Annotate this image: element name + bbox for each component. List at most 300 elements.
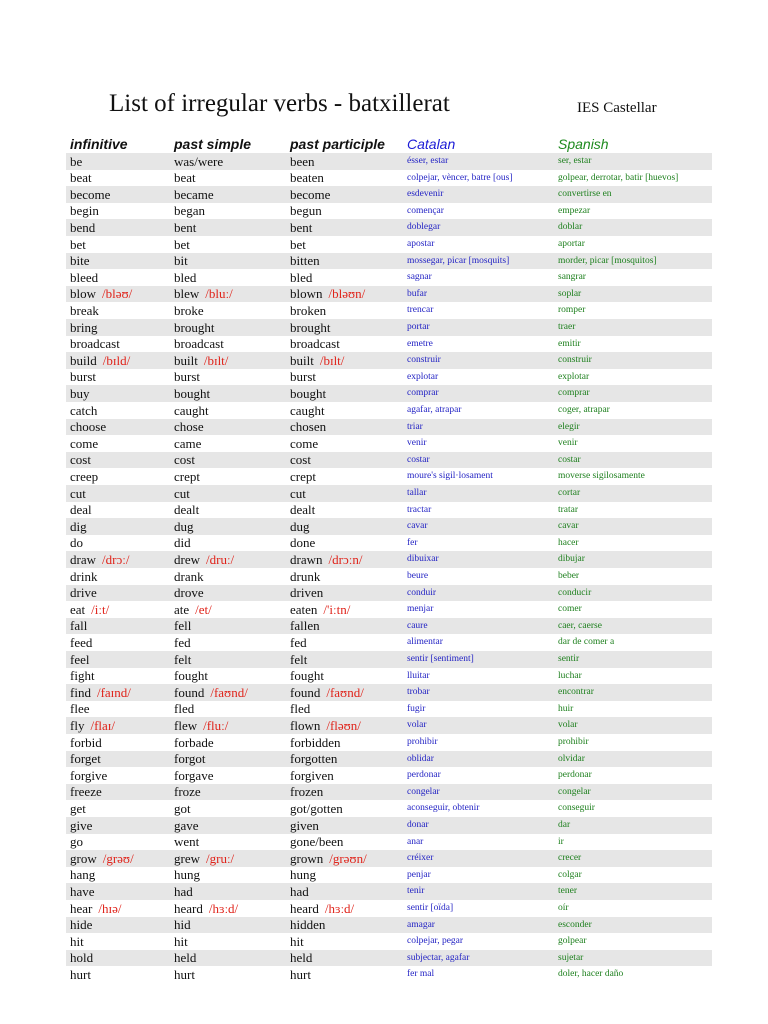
past-simple-cell bbox=[174, 933, 188, 950]
infinitive-cell-text: hurt bbox=[70, 967, 91, 982]
spanish-cell bbox=[558, 850, 581, 867]
infinitive-cell bbox=[70, 800, 86, 817]
past-simple-cell-text: chose bbox=[174, 419, 204, 434]
infinitive-cell-text: come bbox=[70, 436, 99, 451]
spanish-cell bbox=[558, 319, 575, 336]
spanish-cell-text: oír bbox=[558, 903, 569, 913]
past-simple-cell bbox=[174, 535, 191, 551]
spanish-cell-text: dar de comer a bbox=[558, 637, 615, 647]
infinitive-cell bbox=[70, 485, 86, 502]
past-participle-cell bbox=[290, 170, 324, 186]
table-row bbox=[66, 336, 712, 352]
spanish-cell bbox=[558, 435, 578, 452]
spanish-cell-text: dibujar bbox=[558, 554, 585, 564]
past-participle-cell bbox=[290, 900, 354, 917]
past-participle-cell bbox=[290, 966, 311, 983]
catalan-cell bbox=[407, 435, 427, 452]
spanish-cell bbox=[558, 186, 612, 203]
spanish-cell-text: doler, hacer daño bbox=[558, 969, 624, 979]
spanish-cell-text: sujetar bbox=[558, 953, 584, 963]
infinitive-cell-text: flee bbox=[70, 701, 90, 716]
past-simple-cell-text: got bbox=[174, 801, 191, 816]
past-simple-cell bbox=[174, 900, 238, 917]
infinitive-cell bbox=[70, 651, 89, 668]
spanish-cell bbox=[558, 800, 595, 817]
infinitive-cell-text: find bbox=[70, 685, 91, 700]
table-row bbox=[66, 651, 712, 668]
past-simple-cell bbox=[174, 286, 233, 302]
spanish-cell-text: convertirse en bbox=[558, 189, 612, 199]
table-row bbox=[66, 385, 712, 402]
table-row bbox=[66, 468, 712, 485]
table-row bbox=[66, 302, 712, 319]
infinitive-cell bbox=[70, 336, 120, 352]
table-row bbox=[66, 601, 712, 618]
catalan-cell bbox=[407, 319, 430, 336]
catalan-cell-text: anar bbox=[407, 837, 424, 847]
catalan-cell bbox=[407, 734, 438, 751]
catalan-cell bbox=[407, 717, 427, 734]
past-participle-cell bbox=[290, 435, 318, 452]
catalan-cell bbox=[407, 834, 423, 850]
spanish-cell-text: conseguir bbox=[558, 803, 595, 813]
spanish-cell-text: moverse sigilosamente bbox=[558, 471, 645, 481]
infinitive-cell bbox=[70, 319, 97, 336]
past-participle-cell bbox=[290, 784, 323, 800]
past-simple-cell bbox=[174, 634, 191, 651]
infinitive-cell-text: feel bbox=[70, 652, 90, 667]
spanish-cell-text: sentir bbox=[558, 654, 580, 664]
past-participle-cell bbox=[290, 518, 310, 535]
past-participle-cell bbox=[290, 883, 309, 900]
table-row bbox=[66, 734, 712, 751]
past-simple-cell bbox=[174, 668, 208, 684]
catalan-cell-text: tenir bbox=[407, 886, 425, 896]
past-participle-cell-text: held bbox=[290, 950, 313, 965]
table-row bbox=[66, 834, 712, 850]
spanish-cell-text: cortar bbox=[558, 488, 581, 498]
infinitive-cell-text: build bbox=[70, 353, 97, 368]
table-row bbox=[66, 269, 712, 286]
verb-table bbox=[66, 153, 712, 983]
spanish-cell-text: emitir bbox=[558, 339, 581, 349]
past-participle-cell-text: beaten bbox=[290, 170, 324, 185]
past-participle-cell bbox=[290, 634, 307, 651]
infinitive-cell bbox=[70, 352, 130, 369]
past-simple-cell-text: broke bbox=[174, 303, 204, 318]
infinitive-cell-text: hang bbox=[70, 867, 96, 882]
past-participle-cell-text: been bbox=[290, 154, 315, 169]
infinitive-cell bbox=[70, 286, 132, 302]
spanish-cell bbox=[558, 767, 592, 784]
past-participle-cell-text: dug bbox=[290, 519, 310, 534]
spanish-cell-text: luchar bbox=[558, 671, 582, 681]
table-row bbox=[66, 518, 712, 535]
past-participle-cell bbox=[290, 950, 312, 966]
past-participle-cell bbox=[290, 203, 322, 219]
past-simple-cell bbox=[174, 585, 204, 601]
infinitive-cell-text: forbid bbox=[70, 735, 102, 750]
past-participle-cell bbox=[290, 585, 323, 601]
past-simple-cell-text: bent bbox=[174, 220, 197, 235]
infinitive-cell bbox=[70, 734, 102, 751]
past-simple-cell bbox=[174, 419, 204, 435]
catalan-cell-text: créixer bbox=[407, 853, 434, 863]
infinitive-cell bbox=[70, 701, 89, 717]
table-row bbox=[66, 817, 712, 834]
table-row bbox=[66, 634, 712, 651]
past-participle-cell bbox=[290, 452, 311, 468]
past-simple-cell bbox=[174, 352, 228, 369]
table-row bbox=[66, 701, 712, 717]
table-row bbox=[66, 485, 712, 502]
past-simple-cell bbox=[174, 883, 193, 900]
catalan-cell bbox=[407, 800, 479, 817]
past-participle-cell bbox=[290, 684, 364, 701]
spanish-cell bbox=[558, 352, 592, 369]
infinitive-cell-text: do bbox=[70, 535, 83, 550]
past-participle-cell bbox=[290, 319, 330, 336]
infinitive-cell-text: get bbox=[70, 801, 86, 816]
past-simple-cell-text: came bbox=[174, 436, 202, 451]
past-simple-cell-text: forgave bbox=[174, 768, 214, 783]
past-simple-cell-text: drove bbox=[174, 585, 204, 600]
past-participle-cell bbox=[290, 253, 320, 269]
spanish-cell bbox=[558, 684, 594, 701]
catalan-cell bbox=[407, 468, 493, 485]
catalan-cell-text: moure's sigil·losament bbox=[407, 471, 493, 481]
past-simple-cell bbox=[174, 751, 206, 767]
past-simple-cell bbox=[174, 917, 191, 933]
phonetic-transcription: /bɪld/ bbox=[102, 353, 131, 368]
spanish-cell bbox=[558, 203, 590, 219]
infinitive-cell-text: become bbox=[70, 187, 111, 202]
past-simple-cell-text: built bbox=[174, 353, 198, 368]
spanish-cell-text: comprar bbox=[558, 388, 590, 398]
infinitive-cell-text: cut bbox=[70, 486, 86, 501]
past-participle-cell bbox=[290, 535, 315, 551]
past-simple-cell-text: fed bbox=[174, 635, 191, 650]
spanish-cell bbox=[558, 950, 583, 966]
infinitive-cell-text: hold bbox=[70, 950, 94, 965]
infinitive-cell-text: hear bbox=[70, 901, 93, 916]
past-simple-cell-text: cut bbox=[174, 486, 190, 501]
table-row bbox=[66, 867, 712, 883]
spanish-cell-text: olvidar bbox=[558, 754, 585, 764]
catalan-cell-text: comprar bbox=[407, 388, 439, 398]
past-participle-cell-text: bent bbox=[290, 220, 313, 235]
catalan-cell-text: oblidar bbox=[407, 754, 434, 764]
catalan-cell-text: subjectar, agafar bbox=[407, 953, 470, 963]
infinitive-cell bbox=[70, 269, 98, 286]
past-participle-cell bbox=[290, 751, 337, 767]
past-participle-cell-text: forgiven bbox=[290, 768, 334, 783]
past-participle-cell bbox=[290, 767, 334, 784]
phonetic-transcription: /bləʊ/ bbox=[102, 286, 133, 301]
table-row bbox=[66, 784, 712, 800]
table-row bbox=[66, 668, 712, 684]
spanish-cell-text: volar bbox=[558, 720, 578, 730]
past-simple-cell bbox=[174, 834, 199, 850]
catalan-cell bbox=[407, 933, 463, 950]
spanish-cell bbox=[558, 369, 589, 385]
catalan-cell bbox=[407, 253, 509, 269]
catalan-cell-text: conduir bbox=[407, 588, 437, 598]
past-simple-cell-text: found bbox=[174, 685, 205, 700]
past-simple-cell-text: cost bbox=[174, 452, 195, 467]
table-row bbox=[66, 402, 712, 419]
spanish-cell-text: empezar bbox=[558, 206, 591, 216]
table-row bbox=[66, 684, 712, 701]
spanish-cell-text: hacer bbox=[558, 538, 579, 548]
infinitive-cell bbox=[70, 518, 87, 535]
past-participle-cell-text: had bbox=[290, 884, 309, 899]
spanish-cell-text: congelar bbox=[558, 787, 591, 797]
infinitive-cell-text: draw bbox=[70, 552, 96, 567]
past-simple-cell-text: became bbox=[174, 187, 214, 202]
table-row bbox=[66, 286, 712, 302]
past-participle-cell-text: felt bbox=[290, 652, 308, 667]
table-row bbox=[66, 369, 712, 385]
phonetic-transcription: /hɜːd/ bbox=[208, 901, 239, 916]
infinitive-cell-text: have bbox=[70, 884, 95, 899]
infinitive-cell bbox=[70, 784, 102, 800]
past-participle-cell-text: burst bbox=[290, 369, 316, 384]
catalan-cell-text: emetre bbox=[407, 339, 433, 349]
spanish-cell bbox=[558, 701, 573, 717]
catalan-cell-text: colpejar, pegar bbox=[407, 936, 464, 946]
spanish-cell-text: doblar bbox=[558, 222, 583, 232]
past-participle-cell-text: driven bbox=[290, 585, 324, 600]
phonetic-transcription: /bɪlt/ bbox=[319, 353, 345, 368]
infinitive-cell bbox=[70, 684, 131, 701]
infinitive-cell-text: feed bbox=[70, 635, 93, 650]
past-participle-cell-text: come bbox=[290, 436, 319, 451]
catalan-cell bbox=[407, 751, 434, 767]
spanish-cell-text: romper bbox=[558, 305, 586, 315]
spanish-cell bbox=[558, 253, 657, 269]
catalan-cell-text: prohibir bbox=[407, 737, 438, 747]
past-participle-cell bbox=[290, 419, 326, 435]
catalan-cell bbox=[407, 850, 433, 867]
catalan-cell-text: trencar bbox=[407, 305, 434, 315]
infinitive-cell-text: bleed bbox=[70, 270, 99, 285]
infinitive-cell bbox=[70, 551, 129, 568]
catalan-cell-text: aconseguir, obtenir bbox=[407, 803, 480, 813]
past-participle-cell-text: built bbox=[290, 353, 314, 368]
catalan-cell bbox=[407, 485, 427, 502]
infinitive-cell-text: deal bbox=[70, 502, 92, 517]
past-simple-cell-text: bet bbox=[174, 237, 190, 252]
past-simple-cell-text: blew bbox=[174, 286, 200, 301]
spanish-cell-text: colgar bbox=[558, 870, 582, 880]
past-simple-cell-text: flew bbox=[174, 718, 198, 733]
catalan-cell bbox=[407, 634, 443, 651]
past-simple-cell bbox=[174, 186, 214, 203]
spanish-cell-text: costar bbox=[558, 455, 581, 465]
infinitive-cell bbox=[70, 883, 95, 900]
past-participle-cell bbox=[290, 369, 316, 385]
past-participle-cell-text: blown bbox=[290, 286, 323, 301]
infinitive-cell-text: fall bbox=[70, 618, 88, 633]
past-simple-cell bbox=[174, 717, 228, 734]
past-participle-cell bbox=[290, 485, 306, 502]
past-simple-cell bbox=[174, 253, 188, 269]
table-row bbox=[66, 966, 712, 983]
table-row bbox=[66, 186, 712, 203]
spanish-cell bbox=[558, 883, 577, 900]
spanish-cell bbox=[558, 717, 578, 734]
past-simple-cell bbox=[174, 302, 204, 319]
catalan-cell-text: portar bbox=[407, 322, 430, 332]
past-simple-cell bbox=[174, 170, 196, 186]
table-row bbox=[66, 568, 712, 585]
infinitive-cell-text: catch bbox=[70, 403, 98, 418]
table-row bbox=[66, 933, 712, 950]
past-participle-cell-text: flown bbox=[290, 718, 321, 733]
phonetic-transcription: /faʊnd/ bbox=[210, 685, 248, 700]
catalan-cell-text: cavar bbox=[407, 521, 428, 531]
past-simple-cell-text: heard bbox=[174, 901, 203, 916]
past-participle-cell-text: chosen bbox=[290, 419, 327, 434]
catalan-cell-text: agafar, atrapar bbox=[407, 405, 462, 415]
infinitive-cell-text: dig bbox=[70, 519, 87, 534]
catalan-cell-text: beure bbox=[407, 571, 429, 581]
past-participle-cell-text: grown bbox=[290, 851, 324, 866]
past-participle-cell bbox=[290, 186, 330, 203]
catalan-cell bbox=[407, 219, 440, 236]
past-participle-cell bbox=[290, 236, 306, 253]
infinitive-cell-text: broadcast bbox=[70, 336, 120, 351]
past-simple-cell bbox=[174, 551, 234, 568]
past-participle-cell bbox=[290, 468, 316, 485]
catalan-cell bbox=[407, 170, 513, 186]
past-participle-cell-text: brought bbox=[290, 320, 331, 335]
catalan-cell bbox=[407, 269, 432, 286]
spanish-cell bbox=[558, 286, 581, 302]
catalan-cell-text: perdonar bbox=[407, 770, 441, 780]
past-simple-cell bbox=[174, 601, 212, 618]
past-simple-cell-text: caught bbox=[174, 403, 209, 418]
phonetic-transcription: /druː/ bbox=[206, 552, 235, 567]
past-simple-cell bbox=[174, 468, 200, 485]
catalan-cell-text: sentir [oïda] bbox=[407, 903, 454, 913]
past-simple-cell-text: was/were bbox=[174, 154, 224, 169]
table-row bbox=[66, 751, 712, 767]
infinitive-cell-text: give bbox=[70, 818, 93, 833]
past-participle-cell-text: done bbox=[290, 535, 316, 550]
spanish-cell-text: caer, caerse bbox=[558, 621, 602, 631]
infinitive-cell bbox=[70, 203, 99, 219]
table-row bbox=[66, 319, 712, 336]
past-participle-cell bbox=[290, 402, 325, 419]
infinitive-cell bbox=[70, 435, 98, 452]
catalan-cell bbox=[407, 452, 430, 468]
past-simple-cell bbox=[174, 402, 209, 419]
past-participle-cell-text: broadcast bbox=[290, 336, 340, 351]
phonetic-transcription: /bluː/ bbox=[205, 286, 233, 301]
past-simple-cell-text: ate bbox=[174, 602, 190, 617]
infinitive-cell bbox=[70, 302, 99, 319]
header-past-simple: past simple bbox=[174, 136, 252, 152]
catalan-cell bbox=[407, 302, 433, 319]
phonetic-transcription: /gruː/ bbox=[206, 851, 235, 866]
spanish-cell bbox=[558, 751, 585, 767]
catalan-cell bbox=[407, 883, 424, 900]
catalan-cell-text: triar bbox=[407, 422, 423, 432]
infinitive-cell-text: be bbox=[70, 154, 83, 169]
past-participle-cell bbox=[290, 651, 307, 668]
table-row bbox=[66, 203, 712, 219]
past-participle-cell bbox=[290, 933, 304, 950]
spanish-cell bbox=[558, 269, 586, 286]
catalan-cell bbox=[407, 817, 429, 834]
spanish-cell-text: explotar bbox=[558, 372, 590, 382]
past-participle-cell-text: fought bbox=[290, 668, 324, 683]
catalan-cell bbox=[407, 203, 444, 219]
spanish-cell-text: morder, picar [mosquitos] bbox=[558, 256, 657, 266]
past-simple-cell-text: bought bbox=[174, 386, 211, 401]
past-simple-cell bbox=[174, 336, 224, 352]
spanish-cell bbox=[558, 485, 580, 502]
table-row bbox=[66, 767, 712, 784]
catalan-cell bbox=[407, 668, 430, 684]
table-row bbox=[66, 452, 712, 468]
past-simple-cell bbox=[174, 568, 204, 585]
spanish-cell-text: ir bbox=[558, 837, 564, 847]
infinitive-cell-text: fly bbox=[70, 718, 85, 733]
catalan-cell bbox=[407, 784, 440, 800]
past-simple-cell bbox=[174, 435, 201, 452]
table-row bbox=[66, 800, 712, 817]
past-simple-cell-text: beat bbox=[174, 170, 196, 185]
infinitive-cell-text: drive bbox=[70, 585, 97, 600]
past-simple-cell bbox=[174, 950, 196, 966]
past-simple-cell-text: brought bbox=[174, 320, 215, 335]
spanish-cell bbox=[558, 585, 591, 601]
infinitive-cell bbox=[70, 950, 93, 966]
catalan-cell bbox=[407, 369, 438, 385]
document-title: List of irregular verbs - batxillerat bbox=[109, 90, 450, 117]
spanish-cell-text: perdonar bbox=[558, 770, 592, 780]
table-row bbox=[66, 535, 712, 551]
infinitive-cell bbox=[70, 468, 98, 485]
past-simple-cell bbox=[174, 618, 191, 634]
phonetic-transcription: /bləʊn/ bbox=[328, 286, 366, 301]
infinitive-cell-text: drink bbox=[70, 569, 98, 584]
past-simple-cell-text: grew bbox=[174, 851, 200, 866]
catalan-cell bbox=[407, 336, 433, 352]
phonetic-transcription: /grəʊn/ bbox=[329, 851, 367, 866]
spanish-cell-text: crecer bbox=[558, 853, 582, 863]
infinitive-cell bbox=[70, 452, 91, 468]
past-participle-cell-text: hurt bbox=[290, 967, 311, 982]
past-participle-cell-text: bitten bbox=[290, 253, 320, 268]
table-row bbox=[66, 153, 712, 170]
catalan-cell-text: fer mal bbox=[407, 969, 435, 979]
past-participle-cell bbox=[290, 734, 341, 751]
table-row bbox=[66, 170, 712, 186]
spanish-cell-text: dar bbox=[558, 820, 571, 830]
catalan-cell bbox=[407, 917, 435, 933]
infinitive-cell bbox=[70, 568, 97, 585]
catalan-cell-text: mossegar, picar [mosquits] bbox=[407, 256, 510, 266]
catalan-cell-text: esdevenir bbox=[407, 189, 444, 199]
past-participle-cell-text: given bbox=[290, 818, 319, 833]
catalan-cell-text: lluitar bbox=[407, 671, 430, 681]
infinitive-cell bbox=[70, 535, 83, 551]
past-participle-cell bbox=[290, 850, 367, 867]
